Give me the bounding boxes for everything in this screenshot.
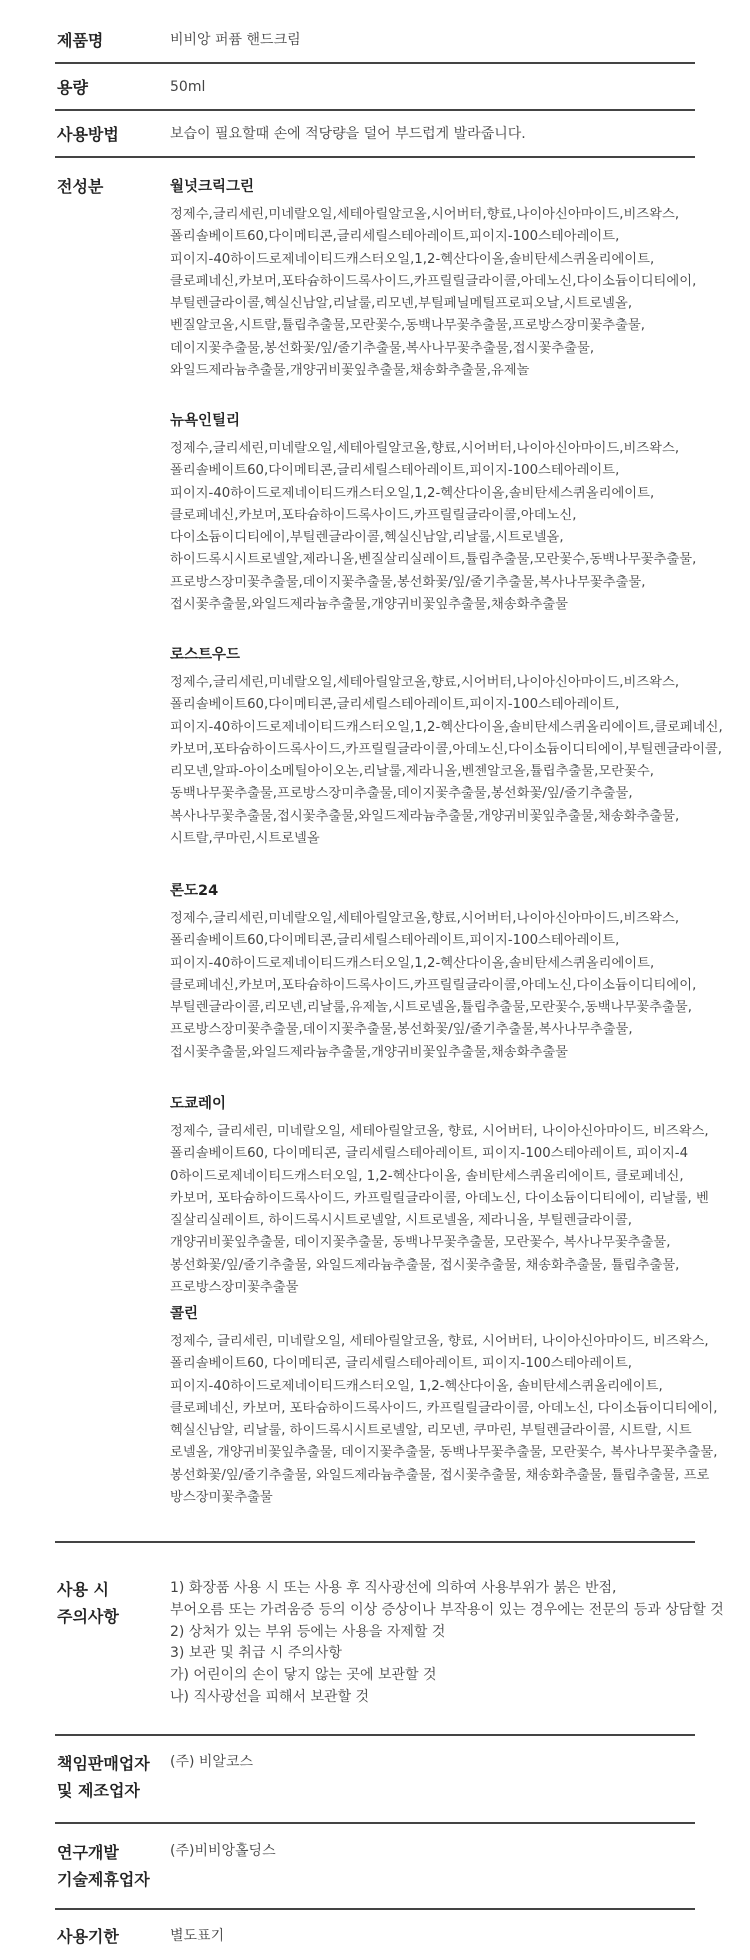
ingredient-line: 데이지꽃추출물,봉선화꽃/잎/줄기추출물,복사나무꽃추출물,접시꽃추출물, [170, 340, 595, 356]
ingredient-line: 로넬올, 개양귀비꽃잎추출물, 데이지꽃추출물, 동백나무꽃추출물, 모란꽃수, 복사나무꽃추출물, [170, 1445, 718, 1461]
variant-block-tokyo-ray [170, 1093, 750, 1299]
caution-label [57, 1576, 119, 1630]
ingredient-line: 프로방스장미꽃추출물,데이지꽃추출물,봉선화꽃/잎/줄기추출물,복사나무추출물, [170, 1022, 633, 1038]
caution-line: 3) 보관 및 취급 시 주의사항 [170, 1645, 342, 1662]
ingredient-line: 봉선화꽃/잎/줄기추출물, 와일드제라늄추출물, 접시꽃추출물, 채송화추출물, 튤립추출물, 프로 [170, 1467, 710, 1483]
ingredient-line: 클로페네신,카보머,포타슘하이드록사이드,카프릴릴글라이콜,아데노신,다이소듐이디티에이, [170, 977, 697, 993]
row-caution [55, 1543, 724, 1736]
variant-name: 도쿄레이 [170, 1096, 227, 1112]
caution-line: 부어오름 또는 가려움증 등의 이상 증상이나 부작용이 있는 경우에는 전문의 등과 상담할 것 [170, 1601, 724, 1618]
usage-label: 사용방법 [57, 125, 119, 144]
variant-name: 콜린 [170, 1306, 199, 1322]
ingredient-line: 폴리솔베이트60,다이메티콘,글리세릴스테아레이트,피이지-100스테아레이트, [170, 697, 620, 713]
ingredient-line: 정제수,글리세린,미네랄오일,세테아릴알코올,향료,시어버터,나이아신아마이드,비즈왁스, [170, 441, 680, 456]
ingredient-line: 벤질알코올,시트랄,튤립추출물,모란꽃수,동백나무꽃추출물,프로방스장미꽃추출물, [170, 318, 645, 334]
product-info-sheet [55, 0, 724, 1960]
product-name-value: 비비앙 퍼퓸 핸드크림 [170, 32, 301, 48]
ingredient-line: 프로방스장미꽃추출물 [170, 1280, 299, 1296]
product-name-label: 제품명 [57, 31, 104, 50]
ingredient-line: 정제수,글리세린,미네랄오일,세테아릴알코올,향료,시어버터,나이아신아마이드,비즈왁스, [170, 675, 680, 690]
caution-line: 2) 상처가 있는 부위 등에는 사용을 자제할 것 [170, 1623, 446, 1640]
rnd-value: (주)비비앙홀딩스 [170, 1843, 276, 1859]
ingredient-line: 클로페네신,카보머,포타슘하이드록사이드,카프릴릴글라이콜,아데노신, [170, 507, 577, 523]
usage-value: 보습이 필요할때 손에 적당량을 덜어 부드럽게 발라줍니다. [170, 126, 526, 142]
ingredient-line: 피이지-40하이드로제네이티드캐스터오일,1,2-헥산다이올,솔비탄세스퀴올리에이트, [170, 955, 655, 971]
ingredient-line: 0하이드로제네이티드캐스터오일, 1,2-헥산다이올, 솔비탄세스퀴올리에이트, 클로페네신, [170, 1168, 684, 1184]
variant-block-colin [170, 1303, 750, 1509]
variant-name: 월넛크릭그린 [170, 179, 255, 195]
ingredient-line: 부틸렌글라이콜,헥실신남알,리날룰,리모넨,부틸페닐메틸프로피오날,시트로넬올, [170, 296, 633, 312]
ingredient-line: 개양귀비꽃잎추출물, 데이지꽃추출물, 동백나무꽃추출물, 모란꽃수, 복사나무꽃추출물, [170, 1235, 671, 1251]
ingredient-line: 피이지-40하이드로제네이티드캐스터오일,1,2-헥산다이올,솔비탄세스퀴올리에이트,클로페네신, [170, 719, 723, 735]
caution-text [170, 1578, 724, 1709]
ingredient-list [170, 1331, 750, 1509]
seller-label-line: 책임판매업자 [57, 1754, 150, 1773]
ingredient-list [170, 908, 750, 1064]
ingredient-line: 카보머, 포타슘하이드록사이드, 카프릴릴글라이콜, 아데노신, 다이소듐이디티에이, 리날룰, 벤 [170, 1190, 709, 1206]
ingredient-line: 하이드록시시트로넬알,제라니올,벤질살리실레이트,튤립추출물,모란꽃수,동백나무꽃추출물, [170, 552, 697, 568]
ingredient-line: 접시꽃추출물,와일드제라늄추출물,개양귀비꽃잎추출물,채송화추출물 [170, 597, 569, 613]
ingredient-line: 헥실신남알, 리날룰, 하이드록시시트로넬알, 리모넨, 쿠마린, 부틸렌글라이콜, 시트랄, 시트 [170, 1423, 692, 1439]
expiry-label: 사용기한 [57, 1927, 119, 1946]
row-rnd [55, 1824, 695, 1910]
ingredient-line: 정제수,글리세린,미네랄오일,세테아릴알코올,시어버터,향료,나이아신아마이드,비즈왁스, [170, 207, 680, 222]
caution-label-line: 주의사항 [57, 1607, 119, 1626]
ingredient-line: 프로방스장미꽃추출물,데이지꽃추출물,봉선화꽃/잎/줄기추출물,복사나무꽃추출물, [170, 574, 646, 590]
ingredient-line: 카보머,포타슘하이드록사이드,카프릴릴글라이콜,아데노신,다이소듐이디티에이,부틸렌글라이콜, [170, 741, 722, 757]
ingredient-line: 클로페네신, 카보머, 포타슘하이드록사이드, 카프릴릴글라이콜, 아데노신, 다이소듐이디티에이, [170, 1400, 718, 1416]
row-product-name [55, 0, 695, 64]
caution-label-line: 사용 시 [57, 1580, 109, 1599]
ingredient-line: 리모넨,알파-아이소메틸아이오논,리날룰,제라니올,벤젠알코올,튤립추출물,모란꽃수, [170, 764, 654, 780]
expiry-value: 별도표기 [170, 1928, 225, 1944]
ingredient-line: 와일드제라늄추출물,개양귀비꽃잎추출물,채송화추출물,유제놀 [170, 363, 530, 379]
seller-label [57, 1750, 150, 1804]
ingredient-line: 폴리솔베이트60, 다이메티콘, 글리세릴스테아레이트, 피이지-100스테아레이트, 피이지-4 [170, 1146, 689, 1162]
rnd-label [57, 1839, 150, 1893]
ingredient-line: 시트랄,쿠마린,시트로넬올 [170, 831, 320, 847]
ingredient-line: 동백나무꽃추출물,프로방스장미추출물,데이지꽃추출물,봉선화꽃/잎/줄기추출물, [170, 786, 633, 802]
caution-line: 가) 어린이의 손이 닿지 않는 곳에 보관할 것 [170, 1667, 437, 1684]
variant-name: 뉴욕인틸리 [170, 413, 241, 429]
ingredient-line: 정제수,글리세린,미네랄오일,세테아릴알코올,향료,시어버터,나이아신아마이드,비즈왁스, [170, 911, 680, 926]
ingredient-line: 정제수, 글리세린, 미네랄오일, 세테아릴알코올, 향료, 시어버터, 나이아신아마이드, 비즈왁스, [170, 1334, 709, 1349]
row-volume [55, 64, 695, 111]
variant-block-rondo24 [170, 880, 750, 1064]
ingredient-list [170, 438, 750, 616]
ingredient-line: 방스장미꽃추출물 [170, 1490, 273, 1506]
ingredient-list [170, 672, 750, 850]
seller-value: (주) 비알코스 [170, 1754, 253, 1770]
ingredient-line: 피이지-40하이드로제네이티드캐스터오일,1,2-헥산다이올,솔비탄세스퀴올리에이트, [170, 251, 655, 267]
ingredient-line: 폴리솔베이트60, 다이메티콘, 글리세릴스테아레이트, 피이지-100스테아레이트, [170, 1356, 633, 1372]
row-seller [55, 1736, 695, 1824]
ingredient-list [170, 204, 750, 382]
variant-block-new-york-intilly [170, 410, 750, 616]
rnd-label-line: 기술제휴업자 [57, 1870, 150, 1889]
volume-label: 용량 [57, 78, 88, 97]
ingredient-line: 복사나무꽃추출물,접시꽃추출물,와일드제라늄추출물,개양귀비꽃잎추출물,채송화추출물, [170, 808, 680, 824]
ingredient-line: 폴리솔베이트60,다이메티콘,글리세릴스테아레이트,피이지-100스테아레이트, [170, 229, 620, 245]
variant-block-lost-wood [170, 644, 750, 850]
ingredient-line: 피이지-40하이드로제네이티드캐스터오일, 1,2-헥산다이올, 솔비탄세스퀴올리에이트, [170, 1378, 663, 1394]
ingredient-line: 부틸렌글라이콜,리모넨,리날룰,유제놀,시트로넬올,튤립추출물,모란꽃수,동백나무꽃추출물, [170, 1000, 692, 1016]
caution-line: 1) 화장품 사용 시 또는 사용 후 직사광선에 의하여 사용부위가 붉은 반점, [170, 1580, 617, 1596]
variant-name: 론도24 [170, 883, 219, 899]
ingredient-line: 접시꽃추출물,와일드제라늄추출물,개양귀비꽃잎추출물,채송화추출물 [170, 1044, 569, 1060]
ingredient-line: 다이소듐이디티에이,부틸렌글라이콜,헥실신남알,리날룰,시트로넬올, [170, 530, 564, 546]
ingredient-line: 정제수, 글리세린, 미네랄오일, 세테아릴알코올, 향료, 시어버터, 나이아신아마이드, 비즈왁스, [170, 1124, 709, 1139]
ingredient-line: 폴리솔베이트60,다이메티콘,글리세릴스테아레이트,피이지-100스테아레이트, [170, 933, 620, 949]
ingredient-line: 폴리솔베이트60,다이메티콘,글리세릴스테아레이트,피이지-100스테아레이트, [170, 463, 620, 479]
ingredient-list [170, 1121, 750, 1299]
caution-line: 나) 직사광선을 피해서 보관할 것 [170, 1688, 370, 1705]
volume-value: 50ml [170, 79, 206, 95]
ingredient-line: 클로페네신,카보머,포타슘하이드록사이드,카프릴릴글라이콜,아데노신,다이소듐이디티에이, [170, 273, 697, 289]
ingredient-line: 피이지-40하이드로제네이티드캐스터오일,1,2-헥산다이올,솔비탄세스퀴올리에이트, [170, 485, 655, 501]
row-usage [55, 111, 695, 158]
variant-block-walnut-creek-green [170, 176, 750, 382]
rnd-label-line: 연구개발 [57, 1843, 119, 1862]
variant-name: 로스트우드 [170, 647, 241, 663]
row-expiry [55, 1910, 695, 1960]
ingredient-line: 봉선화꽃/잎/줄기추출물, 와일드제라늄추출물, 접시꽃추출물, 채송화추출물, 튤립추출물, [170, 1257, 680, 1273]
seller-label-line: 및 제조업자 [57, 1781, 140, 1800]
row-ingredients [55, 158, 723, 1543]
ingredient-line: 질살리실레이트, 하이드록시시트로넬알, 시트로넬올, 제라니올, 부틸렌글라이콜, [170, 1213, 632, 1229]
ingredients-label: 전성분 [57, 177, 104, 196]
